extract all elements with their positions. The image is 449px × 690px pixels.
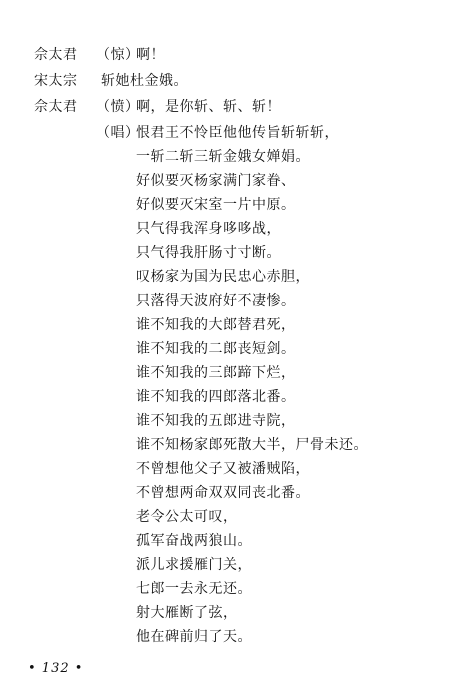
verse-line: 叹杨家为国为民忠心赤胆， <box>136 269 310 285</box>
verse-line: 谁不知我的五郎进寺院， <box>136 413 296 429</box>
verse-line: 派儿求援雁门关， <box>136 557 252 573</box>
verse-line: 谁不知我的二郎丧短剑。 <box>136 341 296 357</box>
verse-line: 只落得天波府好不凄惨。 <box>136 293 296 309</box>
verse-line: 孤军奋战两狼山。 <box>136 533 252 549</box>
page-number: • 132 • <box>28 661 84 676</box>
stage-direction: （唱） <box>96 125 140 141</box>
verse-line: 谁不知我的大郎替君死， <box>136 317 296 333</box>
dialogue-text: 恨君王不怜臣他他传旨斩斩斩， <box>136 125 339 141</box>
verse-line: 谁不知杨家郎死散大半，尸骨未还。 <box>136 437 368 453</box>
stage-direction: （愤） <box>96 99 140 115</box>
speaker-name: 佘太君 <box>34 99 78 115</box>
dialogue-text: 啊！ <box>136 47 165 63</box>
speaker-name: 宋太宗 <box>34 73 78 89</box>
dialogue-text: 啊，是你斩、斩、斩！ <box>136 99 281 115</box>
verse-line: 不曾想他父子又被潘贼陷， <box>136 461 310 477</box>
verse-line: 不曾想两命双双同丧北番。 <box>136 485 310 501</box>
speaker-name: 佘太君 <box>34 47 78 63</box>
dialogue-text: 斩她杜金娥。 <box>101 73 188 89</box>
verse-line: 他在碑前归了天。 <box>136 629 252 645</box>
stage-direction: （惊） <box>96 47 140 63</box>
verse-line: 好似要灭杨家满门家眷、 <box>136 173 296 189</box>
verse-line: 老令公太可叹， <box>136 509 238 525</box>
verse-line: 好似要灭宋室一片中原。 <box>136 197 296 213</box>
verse-line: 只气得我浑身哆哆战， <box>136 221 281 237</box>
verse-line: 谁不知我的四郎落北番。 <box>136 389 296 405</box>
verse-line: 射大雁断了弦， <box>136 605 238 621</box>
verse-line: 一斩二斩三斩金娥女婵娟。 <box>136 149 310 165</box>
verse-line: 谁不知我的三郎蹄下烂， <box>136 365 296 381</box>
verse-line: 七郎一去永无还。 <box>136 581 252 597</box>
verse-line: 只气得我肝肠寸寸断。 <box>136 245 281 261</box>
